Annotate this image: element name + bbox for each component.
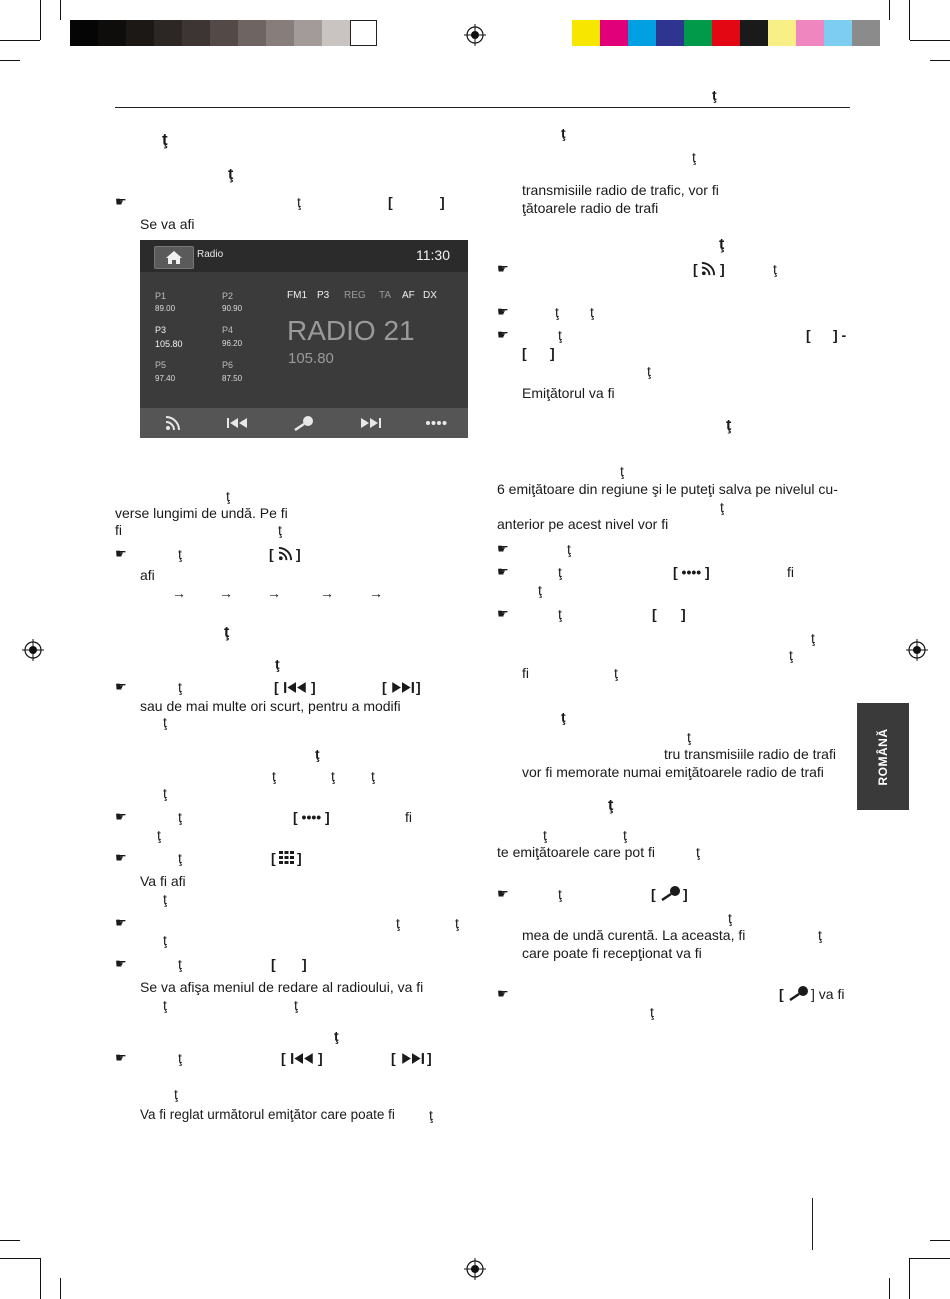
color-swatch (656, 20, 684, 46)
preset-freq: 96.20 (222, 339, 243, 348)
pointer-icon: ☛ (497, 261, 509, 276)
text-fragment: ţ (371, 768, 375, 784)
key-bracket: [ (651, 886, 656, 902)
language-tab-label: ROMÂNĂ (876, 728, 890, 785)
subheading: ţ (275, 656, 280, 672)
pointer-icon: ☛ (497, 541, 509, 556)
text-line: transmisiile radio de trafic, vor fi (522, 182, 719, 198)
preset-label: P5 (155, 360, 167, 370)
pointer-icon: ☛ (497, 327, 509, 342)
key-bracket: [ (522, 345, 527, 361)
dx-indicator: DX (423, 290, 437, 301)
home-button (154, 246, 194, 269)
home-icon (155, 247, 193, 268)
band-indicator: FM1 (287, 290, 307, 301)
text-fragment: ţ (163, 891, 167, 907)
preset-label: P4 (222, 325, 234, 335)
text-fragment: ţ (178, 546, 182, 562)
color-swatch (852, 20, 880, 46)
rss-icon (148, 408, 198, 438)
skip-back-key-icon (289, 1052, 317, 1065)
pointer-icon: ☛ (115, 809, 127, 824)
station-name: RADIO 21 (287, 315, 415, 346)
text-fragment: ţ (178, 956, 182, 972)
more-key: [ •••• ] (293, 809, 330, 825)
station-frequency: 105.80 (288, 350, 334, 367)
arrow: → (219, 585, 233, 601)
skip-forward-icon (345, 408, 395, 438)
text-line: verse lungimi de undă. Pe fi (115, 505, 288, 521)
text-fragment: ţ (455, 915, 459, 931)
rss-key-icon (701, 261, 717, 277)
crop-mark (0, 40, 40, 41)
text-fragment: ţ (558, 327, 562, 343)
skip-back-icon (213, 408, 263, 438)
radio-screen-image (140, 240, 468, 438)
crop-mark (910, 40, 950, 41)
pointer-icon: ☛ (115, 679, 127, 694)
subheading: ţ (334, 1028, 339, 1044)
color-swatch (600, 20, 628, 46)
gray-swatch (266, 20, 294, 46)
crop-mark (40, 0, 41, 40)
gray-swatch (210, 20, 238, 46)
text-fragment: ţ (555, 304, 559, 320)
text-fragment: ţ (773, 261, 777, 277)
pointer-icon: ☛ (115, 850, 127, 865)
key-bracket: ] (318, 1050, 323, 1066)
preset-label: P1 (155, 291, 167, 301)
text-line: Se va afişa meniul de redare al radioului, va fi (140, 979, 424, 995)
pointer-icon: ☛ (497, 986, 509, 1001)
key-bracket: [ (806, 327, 811, 343)
grid-key-icon (279, 851, 294, 864)
color-swatch (712, 20, 740, 46)
key-bracket: ] (440, 194, 445, 210)
gray-swatch (70, 20, 98, 46)
text-fragment: ţ (692, 149, 696, 165)
text-fragment: fi (405, 809, 412, 825)
registration-mark-icon (464, 24, 486, 46)
key-bracket: ] (302, 956, 307, 972)
text-fragment: ţ (163, 714, 167, 730)
arrow: → (369, 585, 383, 601)
gray-swatch (238, 20, 266, 46)
subheading: ţ (719, 236, 725, 253)
text-fragment: ţ (294, 997, 298, 1013)
key-bracket: [ (779, 986, 784, 1002)
text-line: vor fi memorate numai emiţătoarele radio de trafi (522, 764, 824, 780)
section-heading: ţ (162, 130, 168, 149)
text-fragment: fi (522, 665, 529, 681)
text-fragment: ţ (178, 679, 182, 695)
gray-swatch (294, 20, 322, 46)
pointer-icon: ☛ (115, 546, 127, 561)
more-key: [ •••• ] (673, 564, 710, 580)
pointer-icon: ☛ (115, 915, 127, 930)
key-bracket: ] (296, 546, 301, 562)
crop-mark (889, 1278, 890, 1299)
af-indicator: AF (402, 290, 415, 301)
text-fragment: ţ (614, 665, 618, 681)
reg-indicator: REG (344, 290, 366, 301)
preset-freq: 87.50 (222, 374, 243, 383)
key-bracket: ] (720, 261, 725, 277)
registration-mark-icon (464, 1258, 486, 1280)
preset-label: P2 (222, 291, 234, 301)
arrow: → (267, 585, 281, 601)
text-line: anterior pe acest nivel vor fi (497, 516, 669, 532)
arrow: → (320, 585, 334, 601)
pointer-icon: ☛ (115, 1050, 127, 1065)
color-swatch (796, 20, 824, 46)
text-fragment: ţ (543, 827, 547, 843)
gray-swatch (350, 20, 377, 46)
key-bracket: ] - (833, 327, 847, 343)
text-fragment: ţ (272, 768, 276, 784)
crop-mark (930, 1240, 950, 1241)
text-line: ţătoarele radio de trafi (522, 200, 659, 216)
text-fragment: ţ (620, 463, 624, 479)
text-fragment: ţ (567, 541, 571, 557)
key-bracket: [ (391, 1050, 396, 1066)
key-bracket: ] (297, 850, 302, 866)
text-fragment: ţ (687, 729, 691, 745)
crop-mark (910, 1258, 950, 1259)
text-fragment: ţ (174, 1086, 178, 1102)
color-swatch (740, 20, 768, 46)
text-fragment: ] va fi (811, 986, 845, 1002)
rss-key-icon (278, 546, 294, 562)
arrow: → (172, 585, 186, 601)
text-fragment: ţ (558, 886, 562, 902)
pointer-icon: ☛ (497, 564, 509, 579)
crop-mark (909, 0, 910, 40)
crop-mark (889, 0, 890, 20)
gray-swatch (182, 20, 210, 46)
text-line: 6 emiţătoare din regiune şi le puteţi salva pe nivelul cu- (497, 481, 838, 497)
subheading: ţ (224, 624, 230, 641)
ta-indicator: TA (379, 290, 392, 301)
search-key-icon (659, 885, 683, 901)
text-fragment: ţ (623, 827, 627, 843)
pointer-icon: ☛ (497, 886, 509, 901)
preset-label: P3 (155, 325, 167, 335)
subheading: ţ (561, 125, 566, 141)
pointer-icon: ☛ (115, 194, 127, 209)
preset-freq: 90.90 (222, 304, 243, 313)
crop-mark (60, 0, 61, 20)
text-line: Va fi afi (140, 873, 186, 889)
preset-label: P6 (222, 360, 234, 370)
crop-mark (60, 1278, 61, 1299)
radio-title: Radio (197, 249, 224, 260)
text-fragment: ţ (163, 997, 167, 1013)
key-bracket: ] (681, 606, 686, 622)
color-swatch (684, 20, 712, 46)
registration-mark-icon (22, 639, 44, 661)
key-bracket: ] (416, 679, 421, 695)
text-fragment: ţ (278, 522, 282, 538)
key-bracket: [ (274, 679, 279, 695)
gray-swatch (322, 20, 350, 46)
crop-mark (40, 1258, 41, 1299)
color-swatch (768, 20, 796, 46)
text-fragment: fi (787, 564, 794, 580)
text-fragment: ţ (558, 564, 562, 580)
crop-mark (0, 1258, 40, 1259)
key-bracket: [ (382, 679, 387, 695)
gray-swatch (126, 20, 154, 46)
key-bracket: ] (683, 886, 688, 902)
text-fragment: ţ (178, 850, 182, 866)
crop-mark (909, 1258, 910, 1299)
text-fragment: ţ (163, 785, 167, 801)
crop-mark (0, 60, 20, 61)
key-bracket: ] (311, 679, 316, 695)
skip-forward-key-icon (398, 1052, 426, 1065)
language-tab (857, 703, 909, 810)
text-fragment: ţ (789, 647, 793, 663)
registration-mark-icon (906, 639, 928, 661)
gray-swatch (154, 20, 182, 46)
text-fragment: ţ (157, 827, 161, 843)
text-line: mea de undă curentă. La aceasta, fi (522, 927, 746, 943)
key-bracket: [ (652, 606, 657, 622)
text-fragment: ţ (429, 1107, 433, 1123)
pointer-icon: ☛ (497, 304, 509, 319)
text-fragment: ţ (178, 809, 182, 825)
key-bracket: [ (269, 546, 274, 562)
header-rule (115, 107, 850, 108)
text-fragment: ţ (728, 910, 732, 926)
key-bracket: [ (693, 261, 698, 277)
pointer-icon: ☛ (115, 956, 127, 971)
text-fragment: ţ (538, 582, 542, 598)
radio-clock: 11:30 (416, 247, 450, 263)
text-fragment: fi (115, 522, 122, 538)
text-fragment: ţ (650, 1004, 654, 1020)
text-fragment: ţ (590, 304, 594, 320)
color-swatch (572, 20, 600, 46)
text-fragment: ţ (163, 932, 167, 948)
preset-indicator: P3 (317, 290, 330, 301)
color-swatch (628, 20, 656, 46)
page-number-rule (812, 1198, 813, 1250)
text-fragment: ţ (558, 606, 562, 622)
text-fragment: ţ (696, 844, 700, 860)
text-fragment: ţ (720, 499, 724, 515)
text-line: afi (140, 567, 155, 583)
search-icon (279, 408, 329, 438)
text-line: Va fi reglat următorul emiţător care poate fi (140, 1107, 395, 1122)
text-line: Se va afi (140, 216, 195, 232)
key-bracket: [ (271, 850, 276, 866)
key-bracket: [ (388, 194, 393, 210)
crop-mark (0, 1240, 20, 1241)
running-header: ţ (712, 87, 717, 103)
search-key-icon (787, 985, 811, 1001)
text-line: te emiţătoarele care pot fi (497, 844, 655, 860)
color-swatch (824, 20, 852, 46)
text-fragment: ţ (178, 1050, 182, 1066)
gray-swatch (98, 20, 126, 46)
text-line: tru transmisiile radio de trafi (664, 746, 836, 762)
text-line: care poate fi recepţionat va fi (522, 945, 702, 961)
subheading: ţ (561, 709, 566, 725)
subheading: ţ (315, 746, 320, 762)
key-bracket: [ (281, 1050, 286, 1066)
preset-freq: 89.00 (155, 304, 176, 313)
skip-forward-key-icon (388, 681, 416, 694)
key-bracket: ] (427, 1050, 432, 1066)
subheading: ţ (726, 417, 732, 434)
text-fragment: ţ (297, 194, 301, 210)
key-bracket: ] (550, 345, 555, 361)
crop-mark (930, 60, 950, 61)
text-fragment: ţ (396, 915, 400, 931)
more-icon (411, 408, 461, 438)
text-line: sau de mai multe ori scurt, pentru a modifi (140, 698, 401, 714)
skip-back-key-icon (282, 681, 310, 694)
text-fragment: ţ (818, 927, 822, 943)
text-fragment: ţ (647, 363, 651, 379)
pointer-icon: ☛ (497, 606, 509, 621)
preset-freq: 105.80 (155, 339, 183, 349)
text-line: Emiţătorul va fi (522, 385, 615, 401)
text-fragment: ţ (226, 488, 230, 504)
subheading: ţ (228, 166, 234, 183)
preset-freq: 97.40 (155, 374, 176, 383)
text-fragment: ţ (811, 630, 815, 646)
text-fragment: ţ (331, 768, 335, 784)
subheading: ţ (608, 797, 614, 814)
key-bracket: [ (271, 956, 276, 972)
